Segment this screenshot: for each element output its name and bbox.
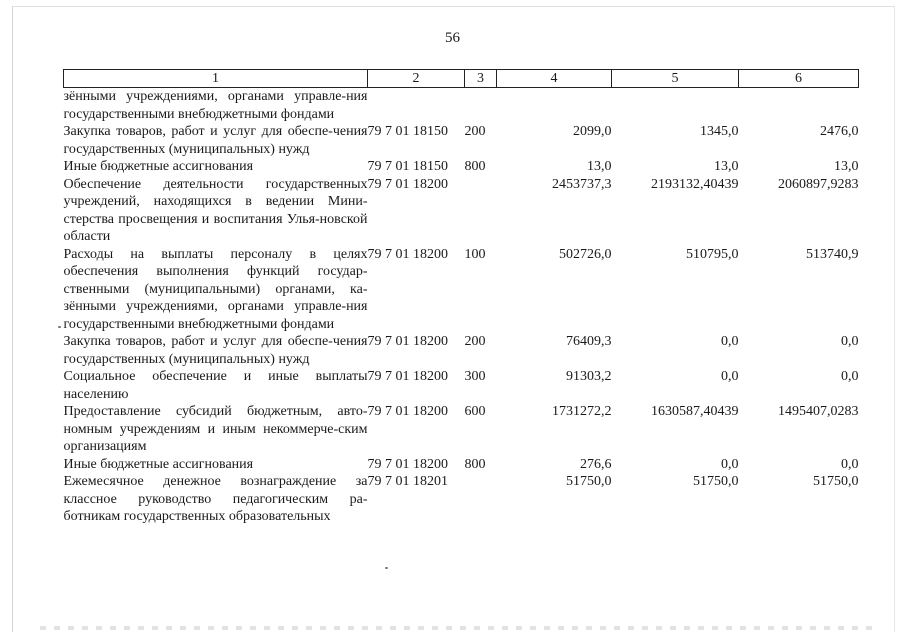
column-header: 1 bbox=[64, 70, 368, 88]
table-header-row bbox=[64, 70, 859, 88]
row-description: Закупка товаров, работ и услуг для обеспе-чения государственных (муниципальных) нужд bbox=[63, 334, 368, 367]
row-expense-type: 100 bbox=[464, 246, 486, 262]
scan-speck bbox=[385, 567, 388, 569]
row-value-col5: 51750,0 bbox=[693, 474, 739, 489]
row-description: Иные бюджетные ассигнования bbox=[63, 456, 254, 472]
column-header: 4 bbox=[497, 70, 612, 88]
table-row bbox=[64, 333, 859, 368]
row-value-col4: 51750,0 bbox=[566, 474, 612, 489]
table-row bbox=[64, 123, 859, 158]
row-value-col6 bbox=[739, 88, 859, 124]
row-value-col5: 13,0 bbox=[714, 159, 739, 174]
row-value-col6: 513740,9 bbox=[806, 246, 859, 262]
row-value-col5: 0,0 bbox=[721, 456, 739, 472]
row-expense-type: 300 bbox=[464, 369, 486, 384]
row-value-col4: 76409,3 bbox=[566, 334, 612, 349]
scan-speck bbox=[58, 326, 61, 328]
row-description: зёнными учреждениями, органами управле-ния государственными внебюджетными фондами bbox=[63, 89, 368, 122]
table-row bbox=[64, 88, 859, 124]
row-value-col4: 91303,2 bbox=[566, 369, 612, 384]
row-expense-type: 200 bbox=[464, 334, 486, 349]
row-expense-type: 200 bbox=[464, 124, 486, 139]
row-code: 79 7 01 18200 bbox=[367, 369, 448, 384]
row-expense-type: 800 bbox=[464, 456, 486, 472]
table-row bbox=[64, 158, 859, 176]
row-description: Социальное обеспечение и иные выплаты населению bbox=[63, 369, 368, 402]
row-value-col4: 2453737,3 bbox=[552, 176, 612, 192]
column-header: 2 bbox=[368, 70, 465, 88]
row-value-col4 bbox=[497, 88, 612, 124]
row-code: 79 7 01 18200 bbox=[367, 456, 448, 472]
row-code: 79 7 01 18200 bbox=[367, 404, 448, 419]
row-value-col5 bbox=[612, 88, 739, 124]
row-description: Иные бюджетные ассигнования bbox=[63, 159, 254, 174]
row-expense-type bbox=[465, 176, 497, 246]
row-description: Ежемесячное денежное вознаграждение за классное руководство педагогическим ра-ботникам государственных образовательных bbox=[63, 474, 368, 524]
row-code: 79 7 01 18150 bbox=[367, 124, 448, 139]
table-row bbox=[64, 456, 859, 474]
row-value-col6: 2060897,9283 bbox=[778, 176, 859, 192]
row-description: Расходы на выплаты персоналу в целях обеспечения выполнения функций государ-ственными (муниципальными) органами, ка-зёнными учреждениями, органами управле-ния государственными внебюджетными фондами bbox=[63, 246, 368, 332]
row-description: Закупка товаров, работ и услуг для обеспе-чения государственных (муниципальных) нужд bbox=[63, 124, 368, 157]
row-code: 79 7 01 18200 bbox=[367, 176, 448, 192]
row-value-col6: 1495407,0283 bbox=[778, 404, 859, 419]
row-value-col5: 0,0 bbox=[721, 369, 739, 384]
page-number: 56 bbox=[445, 30, 460, 46]
row-value-col6: 0,0 bbox=[841, 456, 859, 472]
row-code: 79 7 01 18200 bbox=[367, 334, 448, 349]
row-code: 79 7 01 18150 bbox=[367, 159, 448, 174]
scan-bottom-edge bbox=[40, 626, 880, 630]
row-value-col4: 2099,0 bbox=[573, 124, 612, 139]
table-row bbox=[64, 403, 859, 456]
column-header: 6 bbox=[739, 70, 859, 88]
row-value-col4: 13,0 bbox=[587, 159, 612, 174]
row-value-col4: 1731272,2 bbox=[552, 404, 612, 419]
row-code bbox=[368, 88, 465, 124]
row-value-col5: 1630587,40439 bbox=[651, 404, 739, 419]
row-value-col6: 0,0 bbox=[841, 369, 859, 384]
budget-table bbox=[63, 69, 859, 526]
row-value-col5: 510795,0 bbox=[686, 246, 739, 262]
column-header: 5 bbox=[612, 70, 739, 88]
row-expense-type: 600 bbox=[464, 404, 486, 419]
row-expense-type bbox=[465, 88, 497, 124]
column-header: 3 bbox=[465, 70, 497, 88]
row-value-col4: 502726,0 bbox=[559, 246, 612, 262]
row-value-col6: 51750,0 bbox=[813, 474, 859, 489]
row-value-col6: 2476,0 bbox=[820, 124, 859, 139]
row-description: Обеспечение деятельности государственных учреждений, находящихся в ведении Мини-стерства просвещения и воспитания Улья-новской области bbox=[63, 176, 368, 244]
row-value-col4: 276,6 bbox=[580, 456, 612, 472]
row-value-col5: 2193132,40439 bbox=[651, 176, 739, 192]
row-expense-type bbox=[465, 473, 497, 526]
row-description: Предоставление субсидий бюджетным, авто-номным учреждениям и иным некоммерче-ским организациям bbox=[63, 404, 368, 454]
table-row bbox=[64, 368, 859, 403]
table-row bbox=[64, 473, 859, 526]
row-value-col6: 0,0 bbox=[841, 334, 859, 349]
table-row bbox=[64, 176, 859, 246]
row-code: 79 7 01 18200 bbox=[367, 246, 448, 262]
row-value-col5: 0,0 bbox=[721, 334, 739, 349]
row-value-col5: 1345,0 bbox=[700, 124, 739, 139]
row-code: 79 7 01 18201 bbox=[367, 474, 448, 489]
row-value-col6: 13,0 bbox=[834, 159, 859, 174]
row-expense-type: 800 bbox=[464, 159, 486, 174]
table-row bbox=[64, 246, 859, 334]
